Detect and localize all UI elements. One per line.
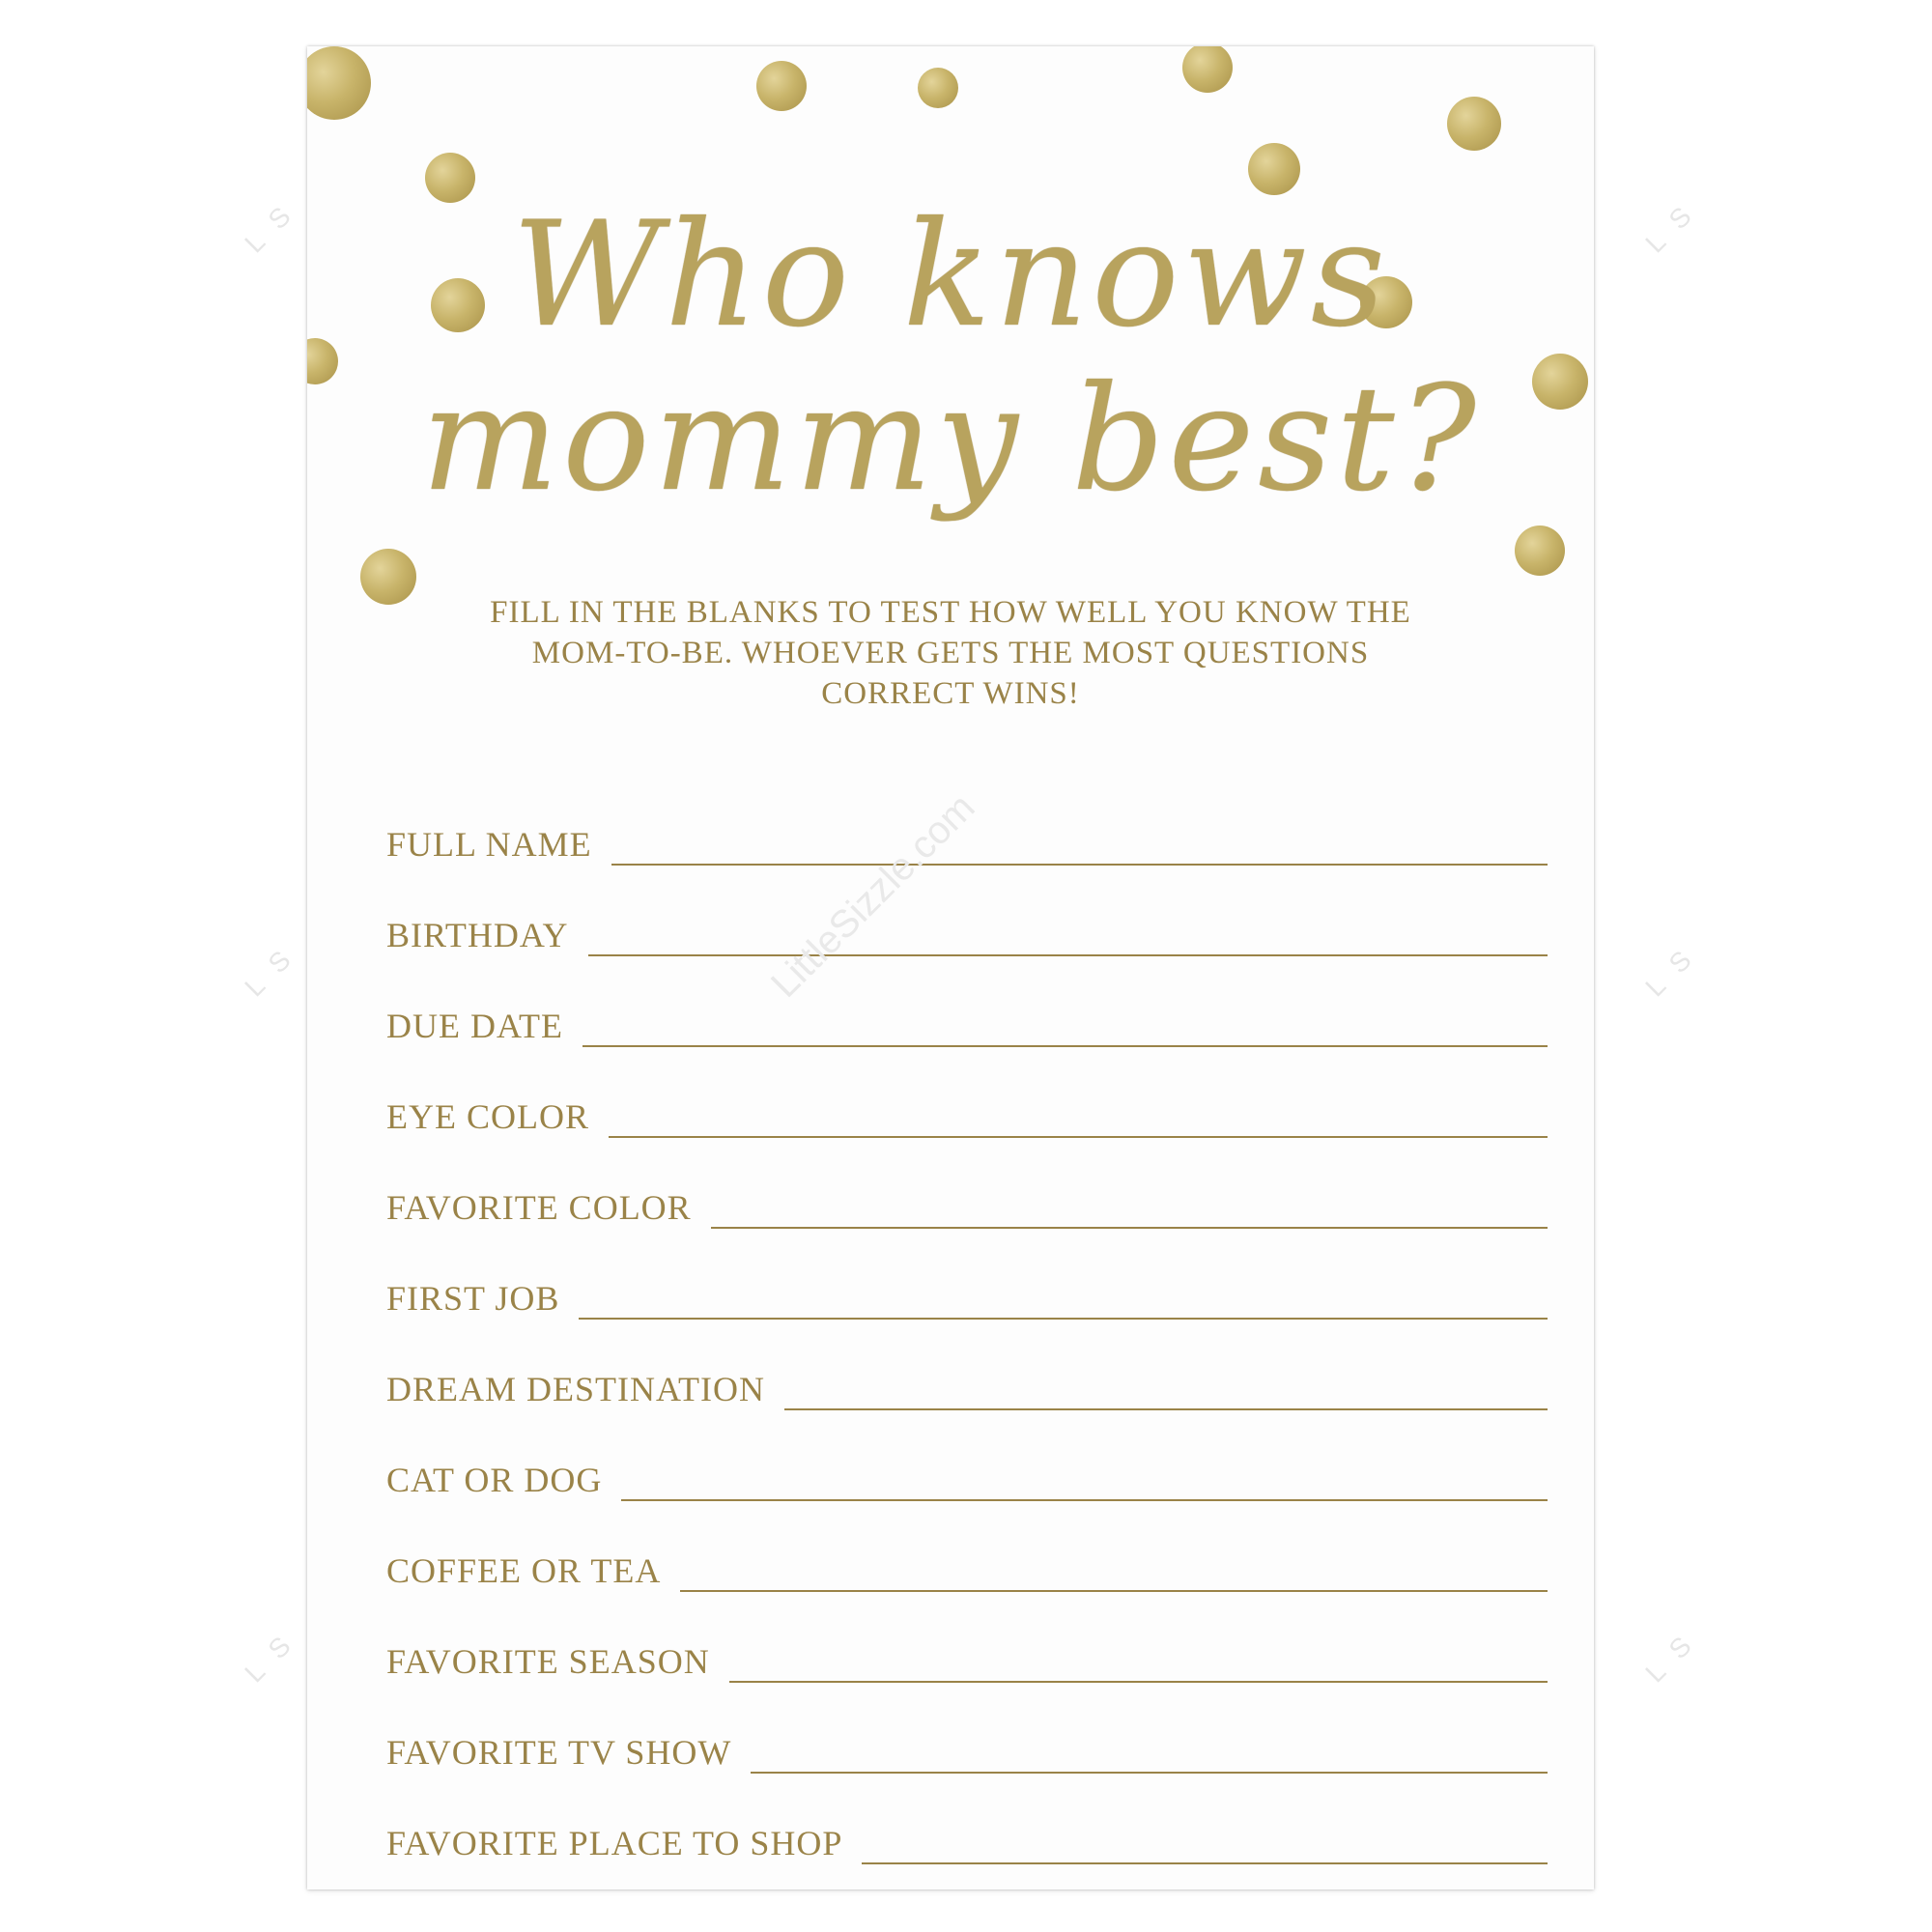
watermark-mark: L S (239, 196, 300, 259)
question-row (386, 900, 1548, 958)
question-label: FAVORITE TV SHOW (386, 1733, 732, 1772)
watermark-mark: L S (1639, 196, 1701, 259)
instructions-text: FILL IN THE BLANKS TO TEST HOW WELL YOU KNOW THE MOM-TO-BE. WHOEVER GETS THE MOST QUESTIONS CORRECT WINS! (490, 595, 1411, 711)
question-label: FAVORITE SEASON (386, 1642, 710, 1681)
question-label: DREAM DESTINATION (386, 1370, 765, 1408)
gold-confetti-dot (1515, 526, 1565, 576)
question-row (386, 1445, 1548, 1503)
watermark-mark: L S (1639, 1626, 1701, 1689)
answer-blank-line (862, 1861, 1548, 1864)
watermark-mark: L S (239, 1626, 300, 1689)
answer-blank-line (784, 1406, 1548, 1410)
answer-blank-line (609, 1134, 1548, 1138)
gold-confetti-dot (756, 61, 807, 111)
question-label: EYE COLOR (386, 1097, 589, 1136)
gold-confetti-dot (307, 46, 371, 120)
gold-confetti-dot (1447, 97, 1501, 151)
title-line-1: Who knows (512, 191, 1389, 359)
question-row (386, 1354, 1548, 1412)
answer-blank-line (711, 1225, 1548, 1229)
question-label: FAVORITE COLOR (386, 1188, 692, 1227)
answer-blank-line (588, 952, 1548, 956)
answer-blank-line (611, 862, 1548, 866)
question-row (386, 991, 1548, 1049)
question-label: FAVORITE PLACE TO SHOP (386, 1824, 843, 1862)
answer-blank-line (751, 1770, 1548, 1774)
gold-confetti-dot (1182, 46, 1233, 93)
question-label: FIRST JOB (386, 1279, 560, 1318)
question-row (386, 1627, 1548, 1685)
answer-blank-line (680, 1588, 1548, 1592)
question-label: COFFEE OR TEA (386, 1551, 662, 1590)
watermark-site: LittleSizzle.com (763, 785, 983, 1007)
question-label: FULL NAME (386, 825, 592, 864)
question-row (386, 1082, 1548, 1140)
question-row (386, 1264, 1548, 1321)
answer-blank-line (579, 1316, 1548, 1320)
answer-blank-line (729, 1679, 1548, 1683)
answer-blank-line (621, 1497, 1548, 1501)
game-card (307, 46, 1594, 1889)
question-label: CAT OR DOG (386, 1461, 603, 1499)
answer-blank-line (582, 1043, 1548, 1047)
question-row (386, 1536, 1548, 1594)
question-label: BIRTHDAY (386, 916, 569, 954)
question-row (386, 1808, 1548, 1866)
title-line-2: mommy best? (421, 355, 1480, 524)
question-row (386, 1718, 1548, 1776)
question-label: DUE DATE (386, 1007, 563, 1045)
watermark-mark: L S (239, 940, 300, 1003)
question-row (386, 1173, 1548, 1231)
gold-confetti-dot (360, 549, 416, 605)
gold-confetti-dot (918, 68, 958, 108)
watermark-mark: L S (1639, 940, 1701, 1003)
gold-confetti-dot (1248, 143, 1300, 195)
